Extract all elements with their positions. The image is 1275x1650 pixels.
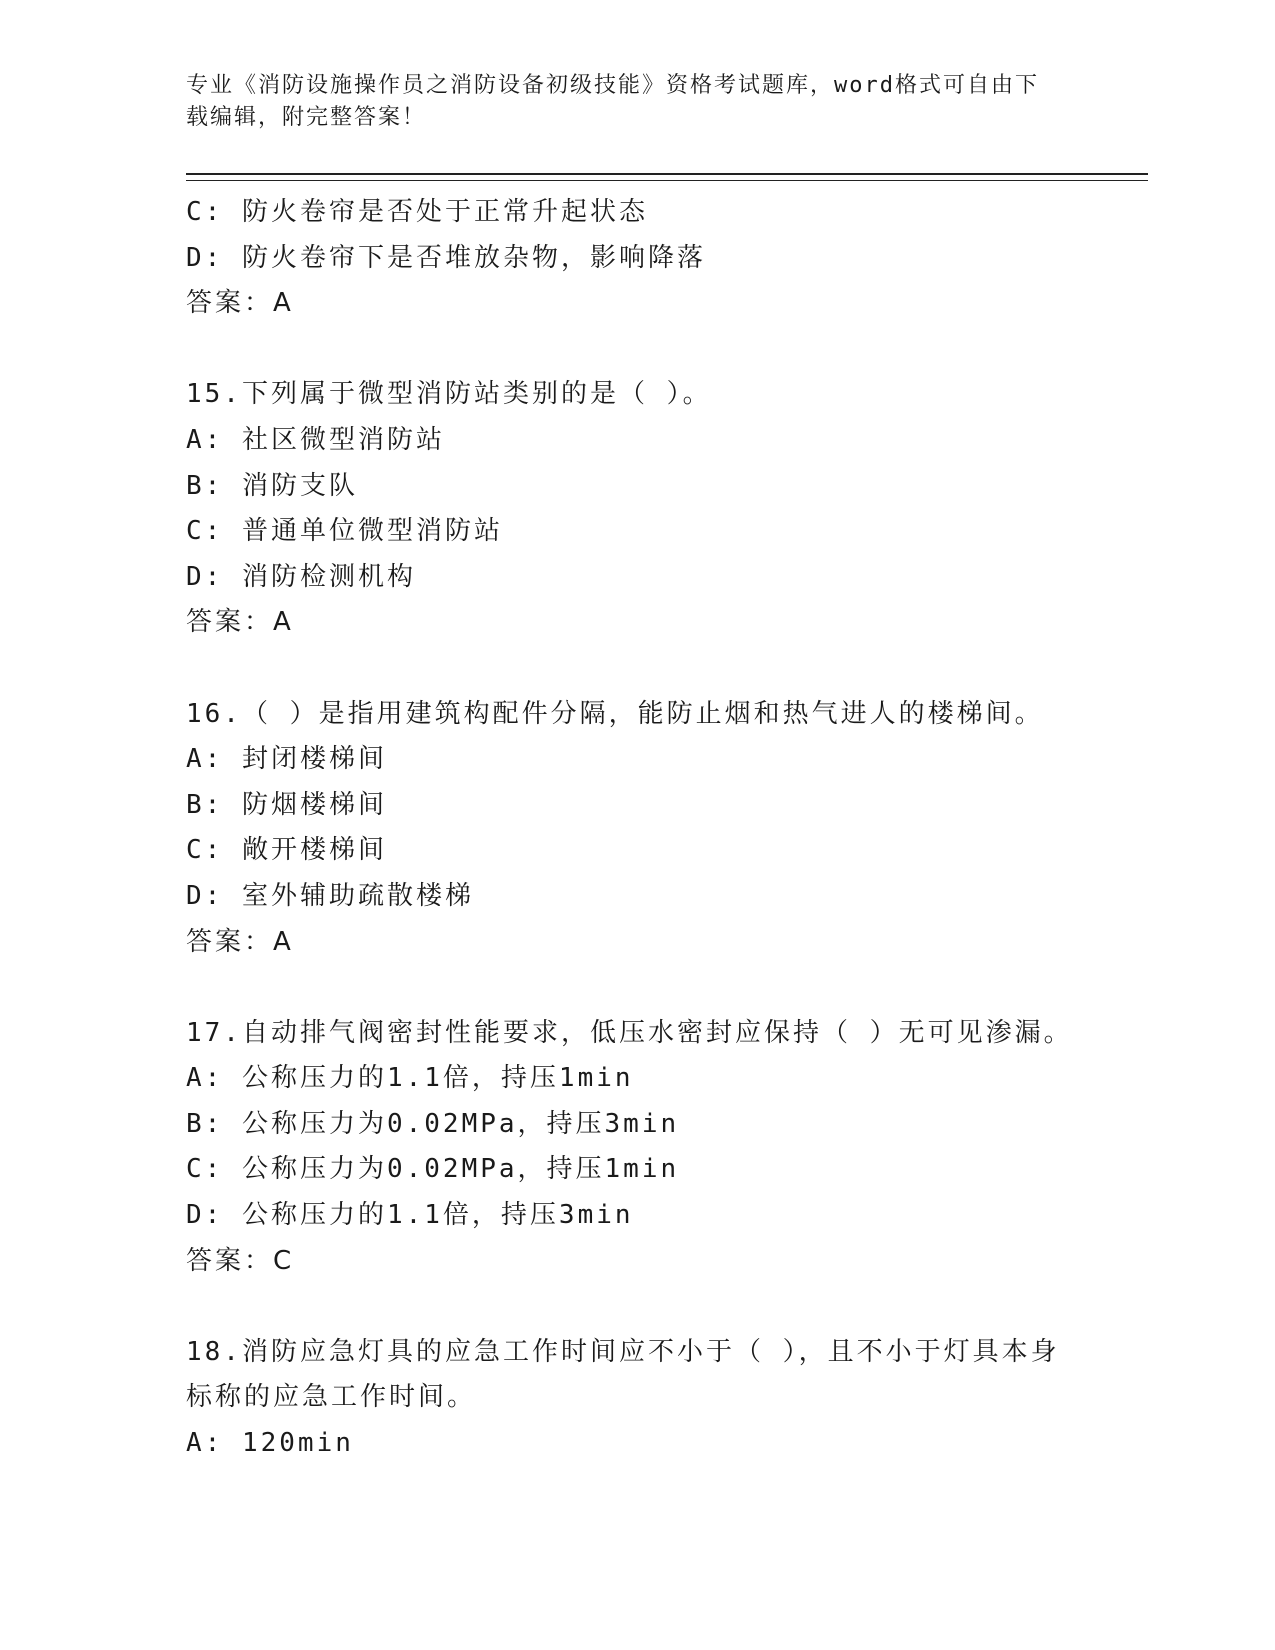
question-text-line-2: 标称的应急工作时间。 [186, 1382, 477, 1413]
question-text: 16.（ ）是指用建筑构配件分隔，能防止烟和热气进人的楼梯间。 [186, 698, 1044, 729]
question-17 [186, 1011, 1086, 1285]
option-c: C: 敞开楼梯间 [186, 835, 387, 866]
answer: 答案：A [186, 607, 294, 638]
option-a: A: 120min [186, 1428, 354, 1459]
option-b: B: 消防支队 [186, 470, 358, 501]
option-c: C: 公称压力为0.02MPa，持压1min [186, 1154, 680, 1185]
answer: 答案：C [186, 1245, 295, 1276]
option-a: A: 社区微型消防站 [186, 424, 445, 455]
question-text-line-1: 18.消防应急灯具的应急工作时间应不小于（ ），且不小于灯具本身 [186, 1336, 1060, 1367]
question-text: 17.自动排气阀密封性能要求，低压水密封应保持（ ）无可见渗漏。 [186, 1017, 1073, 1048]
header-rule-thick [186, 173, 1148, 175]
option-d: D: 公称压力的1.1倍，持压3min [186, 1200, 634, 1231]
header-line-1: 专业《消防设施操作员之消防设备初级技能》资格考试题库，word格式可自由下 [186, 73, 1039, 98]
header-rule-thin [186, 180, 1148, 181]
option-d: D: 室外辅助疏散楼梯 [186, 880, 474, 911]
question-16 [186, 692, 1086, 966]
option-c: C: 防火卷帘是否处于正常升起状态 [186, 197, 648, 227]
option-d: D: 防火卷帘下是否堆放杂物，影响降落 [186, 242, 706, 273]
option-a: A: 封闭楼梯间 [186, 744, 387, 775]
option-b: B: 防烟楼梯间 [186, 789, 387, 820]
answer: 答案：A [186, 288, 294, 319]
document-header [186, 70, 1066, 134]
option-c: C: 普通单位微型消防站 [186, 516, 503, 547]
question-18 [186, 1330, 1086, 1467]
option-d: D: 消防检测机构 [186, 561, 416, 592]
question-text: 15.下列属于微型消防站类别的是（ ）。 [186, 379, 712, 410]
option-b: B: 公称压力为0.02MPa，持压3min [186, 1108, 680, 1139]
header-line-2: 载编辑，附完整答案！ [186, 105, 427, 130]
question-15 [186, 372, 1086, 646]
question-list [186, 190, 1086, 1467]
answer: 答案：A [186, 926, 294, 957]
option-a: A: 公称压力的1.1倍，持压1min [186, 1063, 634, 1094]
